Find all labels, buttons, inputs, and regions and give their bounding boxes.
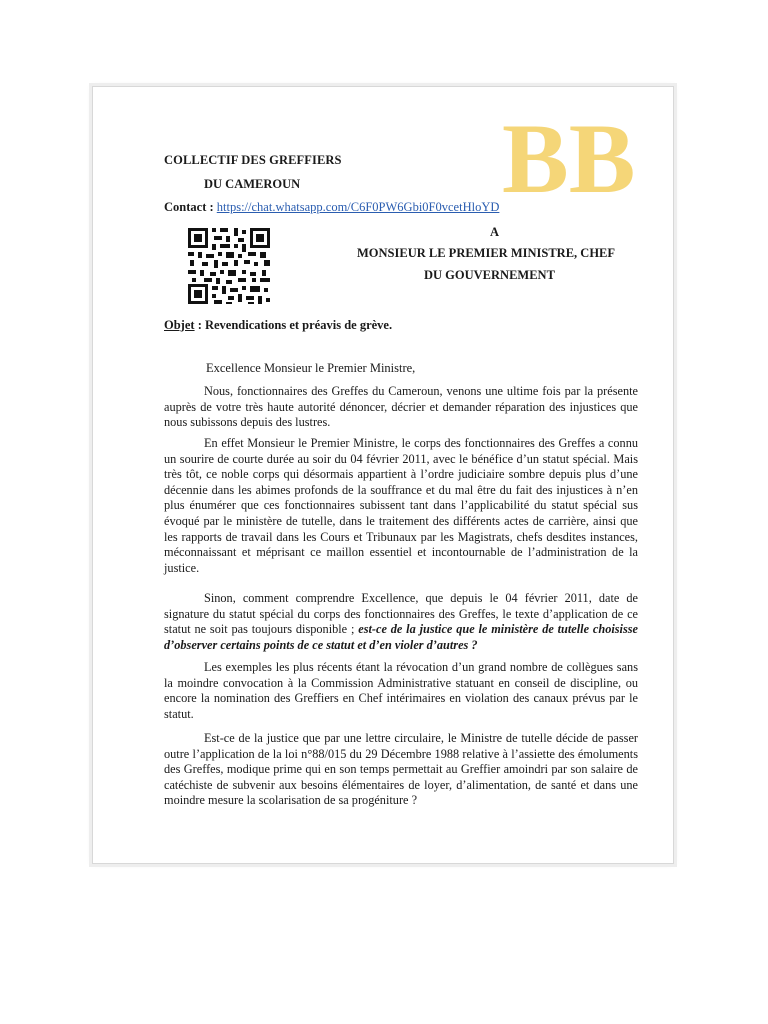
recipient-line-1: MONSIEUR LE PREMIER MINISTRE, CHEF (357, 246, 616, 260)
organization-name: COLLECTIF DES GREFFIERS (164, 153, 342, 167)
watermark-text: BB (502, 103, 636, 210)
paragraph-4-text: Les exemples les plus récents étant la révocation d’un grand nombre de collègues sans la moindre convocation à la Commission Administrative statuant en conseil de discipline, ou encore la nomination des Greffiers en Chef intérimaires en violation des canaux prévus par le statut. (164, 660, 638, 721)
contact-line (164, 200, 499, 215)
subject-label: Objet (164, 318, 195, 332)
whatsapp-link[interactable]: https://chat.whatsapp.com/C6F0PW6Gbi0F0vcetHloYD (216, 200, 500, 214)
paragraph-3 (164, 591, 638, 653)
recipient-line-2: DU GOUVERNEMENT (424, 268, 555, 282)
contact-label: Contact : (164, 200, 214, 214)
paragraph-2-text: En effet Monsieur le Premier Ministre, le corps des fonctionnaires des Greffes a connu un sourire de courte durée au soir du 04 février 2011, avec le bénéfice d’un statut spécial. Mais très tôt, ce noble corps qui désormais appartient à l’ordre judiciaire sombre depuis plus d’une décennie dans les abimes profonds de la souffrance et du mal être du fait des injustices à n’en plus énumérer que ces fonctionnaires subissent tant dans l’applicabilité du statut spécial sus évoqué par le ministère de tutelle, dans le traitement des différents actes de carrière, ainsi que les rapports de travail dans les Cours et Tribunaux par les Magistrats, chefs desdites instances, méconnaissant et méprisant ce maillon essentiel et incontournable de l’administration de la justice. (164, 436, 638, 575)
paragraph-1-text: Nous, fonctionnaires des Greffes du Cameroun, venons une ultime fois par la présente auprès de votre très haute autorité dénoncer, décrier et demander réparation des injustices que nous subissons depuis des lustres. (164, 384, 638, 430)
paragraph-1 (164, 384, 638, 431)
paragraph-4 (164, 660, 638, 722)
paragraph-3-text (164, 591, 638, 653)
paragraph-3-plain: Sinon, comment comprendre Excellence, que depuis le 04 février 2011, date de signature du statut spécial du corps des fonctionnaires des Greffes, le texte d’application de ce statut ne soit pas toujours disponible ; (164, 591, 638, 637)
recipient-prefix: A (490, 225, 500, 239)
paragraph-2 (164, 436, 638, 576)
salutation: Excellence Monsieur le Premier Ministre, (206, 361, 416, 375)
organization-country: DU CAMEROUN (204, 177, 301, 191)
bb-watermark (500, 100, 650, 210)
qr-code-icon (186, 226, 272, 306)
paragraph-5-text: Est-ce de la justice que par une lettre circulaire, le Ministre de tutelle décide de passer outre l’application de la loi n°88/015 du 29 Décembre 1988 relative à l’assiette des émoluments des Greffes, modique prime qui en son temps permettait au Greffier amoindri par son salaire de catéchiste de subvenir aux besoins élémentaires de loyer, d’alimentation, de santé et dans une moindre mesure la scolarisation de sa progéniture ? (164, 731, 638, 808)
paragraph-3-emphasis: est-ce de la justice que le ministère de tutelle choisisse d’observer certains points de ce statut et d’en violer d’autres ? (164, 622, 638, 652)
subject-line (164, 318, 392, 333)
subject-text: : Revendications et préavis de grève. (194, 318, 393, 332)
paragraph-5 (164, 731, 638, 809)
